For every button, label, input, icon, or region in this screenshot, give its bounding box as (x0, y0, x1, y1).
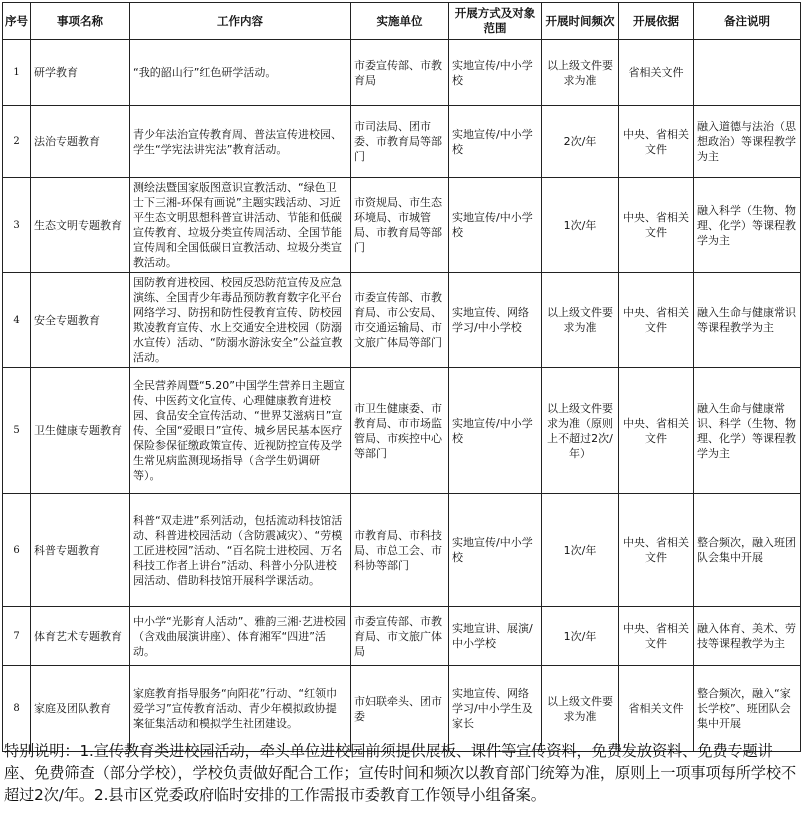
table-row (3, 178, 801, 273)
cell-unit: 市委宣传部、市教育局、市文旅广体局 (351, 607, 449, 666)
cell-remark: 整合频次，融入班团队会集中开展 (694, 494, 801, 607)
cell-method: 实地宣传/中小学校 (449, 368, 542, 494)
header-content: 工作内容 (130, 3, 351, 40)
header-basis: 开展依据 (619, 3, 694, 40)
cell-basis: 省相关文件 (619, 40, 694, 106)
cell-no: 3 (3, 178, 31, 273)
cell-content: 科普“双走进”系列活动，包括流动科技馆活动、科普进校园活动（含防震减灾）、“劳模工匠进校园”活动、“百名院士进校园、万名科技工作者上讲台”活动、科普小分队进校园活动、借助科技馆开展科学课活动。 (130, 494, 351, 607)
cell-remark: 融入体育、美术、劳技等课程教学为主 (694, 607, 801, 666)
cell-basis: 中央、省相关文件 (619, 273, 694, 368)
header-no: 序号 (3, 3, 31, 40)
cell-content: 中小学“光影育人活动”、雅韵三湘·艺进校园（含戏曲展演讲座）、体育湘军“四进”活动。 (130, 607, 351, 666)
cell-remark: 融入生命与健康常识、科学（生物、物理、化学）等课程教学为主 (694, 368, 801, 494)
table-row (3, 368, 801, 494)
cell-no: 1 (3, 40, 31, 106)
cell-method: 实地宣传/中小学校 (449, 40, 542, 106)
table-row (3, 106, 801, 178)
cell-freq: 1次/年 (542, 178, 619, 273)
cell-basis: 中央、省相关文件 (619, 178, 694, 273)
cell-name: 生态文明专题教育 (31, 178, 130, 273)
cell-content: 全民营养周暨“5.20”中国学生营养日主题宣传、中医药文化宣传、心理健康教育进校园、食品安全宣传活动、“世界艾滋病日”宣传、全国“爱眼日”宣传、城乡居民基本医疗保险参保征缴政策宣传、近视防控宣传及学生常见病监测现场指导（含学生奶调研等）。 (130, 368, 351, 494)
table-row (3, 494, 801, 607)
table-row (3, 40, 801, 106)
cell-method: 实地宣传、网络学习/中小学校 (449, 273, 542, 368)
cell-basis: 中央、省相关文件 (619, 106, 694, 178)
cell-unit: 市教育局、市科技局、市总工会、市科协等部门 (351, 494, 449, 607)
cell-method: 实地宣传/中小学校 (449, 106, 542, 178)
cell-remark: 融入科学（生物、物理、化学）等课程教学为主 (694, 178, 801, 273)
cell-no: 8 (3, 666, 31, 752)
cell-no: 2 (3, 106, 31, 178)
cell-name: 体育艺术专题教育 (31, 607, 130, 666)
cell-freq: 1次/年 (542, 607, 619, 666)
special-note: 特别说明：1.宣传教育类进校园活动，牵头单位进校园前须提供展板、课件等宣传资料，免费发放资料、免费专题讲座、免费筛查（部分学校），学校负责做好配合工作；宣传时间和频次以教育部门统筹为准，原则上一项事项每所学校不超过2次/年。2.县市区党委政府临时安排的工作需报市委教育工作领导小组备案。 (4, 742, 797, 804)
cell-freq: 以上级文件要求为准 (542, 40, 619, 106)
header-remark: 备注说明 (694, 3, 801, 40)
cell-method: 实地宣讲、展演/中小学校 (449, 607, 542, 666)
header-method: 开展方式及对象范围 (449, 3, 542, 40)
table-row (3, 607, 801, 666)
cell-remark: 整合频次，融入“家长学校”、班团队会集中开展 (694, 666, 801, 752)
cell-basis: 中央、省相关文件 (619, 368, 694, 494)
header-freq: 开展时间频次 (542, 3, 619, 40)
cell-content: 家庭教育指导服务“向阳花”行动、“红领巾爱学习”宣传教育活动、青少年模拟政协提案征集活动和模拟学生社团建设。 (130, 666, 351, 752)
cell-freq: 2次/年 (542, 106, 619, 178)
cell-basis: 中央、省相关文件 (619, 494, 694, 607)
cell-unit: 市司法局、团市委、市教育局等部门 (351, 106, 449, 178)
cell-remark (694, 40, 801, 106)
cell-content: “我的韶山行”红色研学活动。 (130, 40, 351, 106)
cell-no: 7 (3, 607, 31, 666)
cell-name: 卫生健康专题教育 (31, 368, 130, 494)
cell-name: 法治专题教育 (31, 106, 130, 178)
header-name: 事项名称 (31, 3, 130, 40)
cell-basis: 省相关文件 (619, 666, 694, 752)
cell-no: 5 (3, 368, 31, 494)
cell-remark: 融入道德与法治（思想政治）等课程教学为主 (694, 106, 801, 178)
cell-name: 科普专题教育 (31, 494, 130, 607)
activity-table (2, 2, 801, 752)
cell-method: 实地宣传/中小学校 (449, 178, 542, 273)
cell-content: 青少年法治宣传教育周、普法宣传进校园、学生“学宪法讲宪法”教育活动。 (130, 106, 351, 178)
cell-method: 实地宣传/中小学校 (449, 494, 542, 607)
cell-unit: 市委宣传部、市教育局、市公安局、市交通运输局、市文旅广体局等部门 (351, 273, 449, 368)
table-row (3, 666, 801, 752)
cell-no: 6 (3, 494, 31, 607)
table-row (3, 273, 801, 368)
cell-name: 家庭及团队教育 (31, 666, 130, 752)
cell-no: 4 (3, 273, 31, 368)
cell-unit: 市资规局、市生态环境局、市城管局、市教育局等部门 (351, 178, 449, 273)
cell-freq: 以上级文件要求为准（原则上不超过2次/年） (542, 368, 619, 494)
cell-content: 国防教育进校园、校园反恐防范宣传及应急演练、全国青少年毒品预防教育数字化平台网络学习、防拐和防性侵教育宣传、防校园欺凌教育宣传、水上交通安全进校园（防溺水宣传）活动、“防溺水游泳安全”公益宣教活动。 (130, 273, 351, 368)
cell-unit: 市妇联牵头、团市委 (351, 666, 449, 752)
cell-name: 安全专题教育 (31, 273, 130, 368)
cell-remark: 融入生命与健康常识等课程教学为主 (694, 273, 801, 368)
cell-unit: 市卫生健康委、市教育局、市市场监管局、市疾控中心等部门 (351, 368, 449, 494)
cell-freq: 以上级文件要求为准 (542, 666, 619, 752)
cell-basis: 中央、省相关文件 (619, 607, 694, 666)
cell-unit: 市委宣传部、市教育局 (351, 40, 449, 106)
header-unit: 实施单位 (351, 3, 449, 40)
table-header-row (3, 3, 801, 40)
cell-content: 测绘法暨国家版图意识宣教活动、“绿色卫士下三湘-环保有画说”主题实践活动、习近平生态文明思想科普宣讲活动、节能和低碳宣传教育、垃圾分类宣传周活动、全国节能宣传周和全国低碳日宣教活动、垃圾分类宣教活动。 (130, 178, 351, 273)
cell-freq: 1次/年 (542, 494, 619, 607)
cell-name: 研学教育 (31, 40, 130, 106)
cell-method: 实地宣传、网络学习/中小学生及家长 (449, 666, 542, 752)
cell-freq: 以上级文件要求为准 (542, 273, 619, 368)
